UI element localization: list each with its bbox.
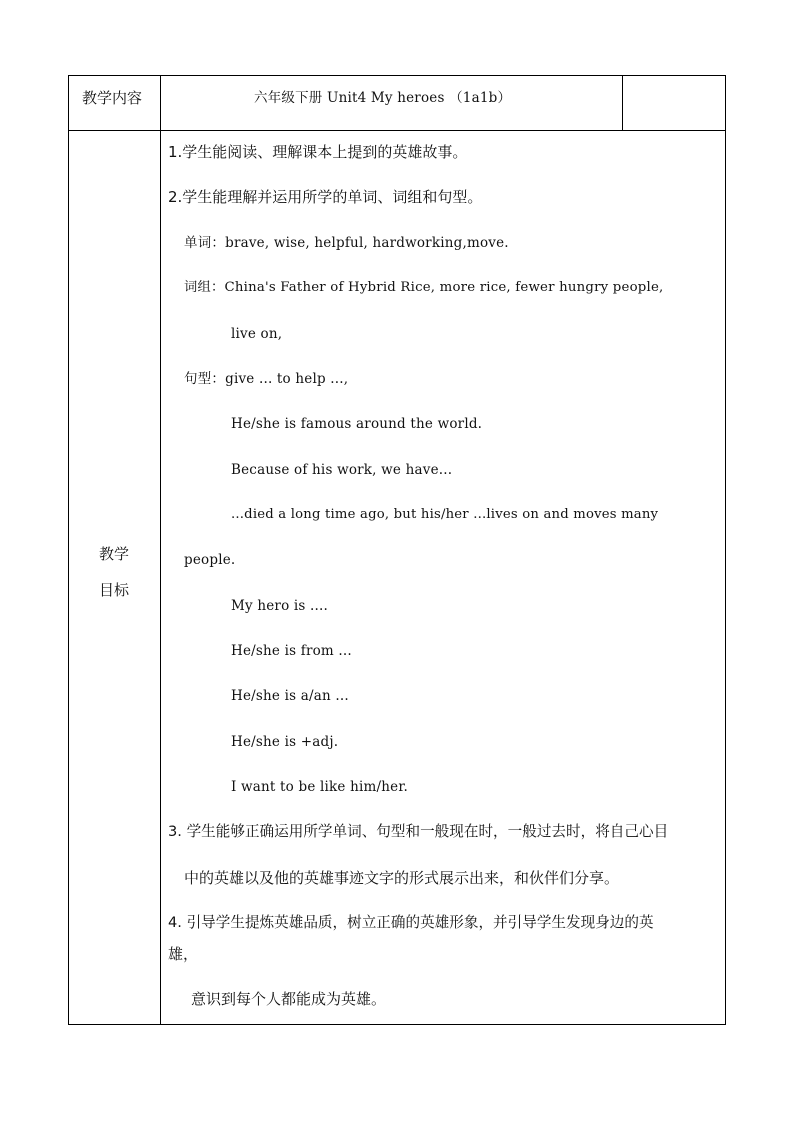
- objective-item-4-line3: 意识到每个人都能成为英雄。: [191, 990, 387, 1008]
- header-label: 教学内容: [82, 89, 143, 107]
- objective-patterns-line1: 句型：give ... to help ...,: [184, 371, 349, 387]
- objective-pattern-3: Because of his work, we have...: [231, 462, 453, 478]
- table-header-inner-divider: [622, 75, 623, 131]
- objective-pattern-9: I want to be like him/her.: [231, 779, 409, 795]
- objective-pattern-7: He/she is a/an ...: [231, 688, 349, 704]
- objective-pattern-4b: people.: [184, 552, 236, 568]
- objectives-label-line2: 目标: [99, 581, 130, 599]
- objective-item-2: 2.学生能理解并运用所学的单词、词组和句型。: [168, 188, 483, 206]
- table-border-right: [725, 75, 726, 1025]
- objective-pattern-4a: ...died a long time ago, but his/her ...lives on and moves many: [231, 507, 659, 522]
- objective-pattern-2: He/she is famous around the world.: [231, 416, 483, 432]
- table-border-left: [68, 75, 69, 1025]
- objective-phrases-line1: 词组：China's Father of Hybrid Rice, more rice, fewer hungry people,: [184, 280, 664, 295]
- objective-item-3-line2: 中的英雄以及他的英雄事迹文字的形式展示出来，和伙伴们分享。: [184, 869, 620, 887]
- header-title: 六年级下册 Unit4 My heroes （1a1b）: [254, 90, 512, 106]
- objective-item-3-line1: 3. 学生能够正确运用所学单词、句型和一般现在时，一般过去时，将自己心目: [168, 823, 669, 840]
- objective-item-1: 1.学生能阅读、理解课本上提到的英雄故事。: [168, 143, 468, 161]
- objective-pattern-8: He/she is +adj.: [231, 734, 339, 750]
- objective-pattern-6: He/she is from ...: [231, 643, 352, 659]
- table-border-bottom: [68, 1024, 726, 1025]
- objective-item-4-line1: 4. 引导学生提炼英雄品质，树立正确的英雄形象，并引导学生发现身边的英: [168, 914, 654, 931]
- objective-phrases-line2: live on,: [231, 326, 283, 342]
- objective-pattern-5: My hero is ....: [231, 598, 328, 614]
- table-border-top: [68, 75, 726, 76]
- objective-words: 单词：brave, wise, helpful, hardworking,move.: [184, 235, 509, 251]
- objectives-label-line1: 教学: [99, 545, 130, 563]
- objective-item-4-line2: 雄，: [168, 945, 199, 963]
- table-border-header-bottom: [68, 130, 726, 131]
- table-column-divider: [160, 75, 161, 1025]
